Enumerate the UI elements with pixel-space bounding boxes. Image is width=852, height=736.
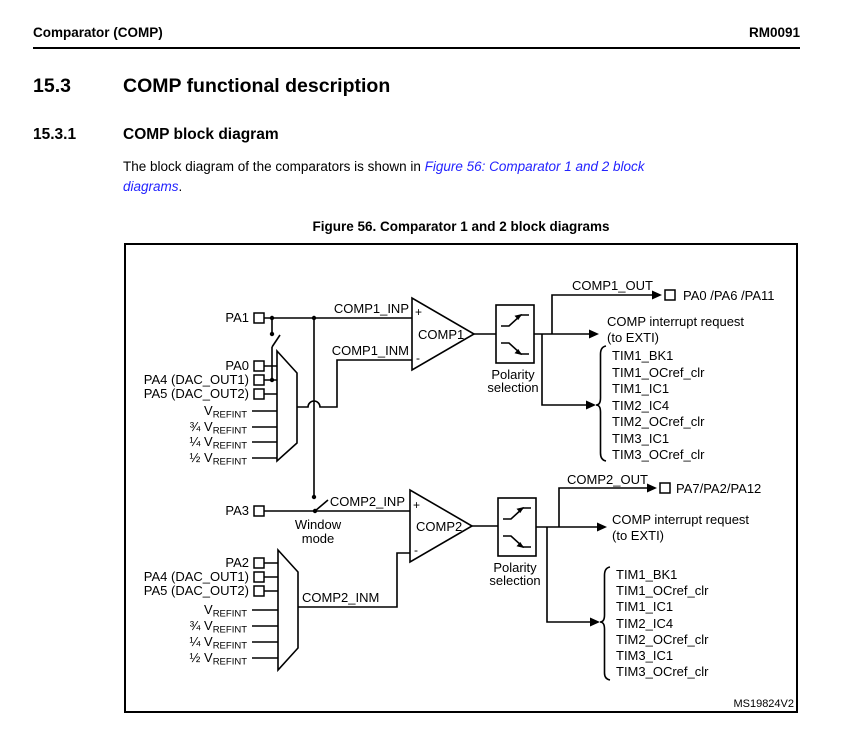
comp2-out-pins-label: PA7/PA2/PA12 [676, 481, 762, 496]
svg-text:TIM1_OCref_clr: TIM1_OCref_clr [616, 583, 709, 598]
vrefint-label-bottom-4: ½ VREFINT [189, 650, 247, 668]
comp2-polarity-label-2: selection [489, 573, 541, 588]
svg-text:TIM2_OCref_clr: TIM2_OCref_clr [612, 414, 705, 429]
svg-text:TIM3_IC1: TIM3_IC1 [616, 648, 674, 663]
window-mode-label-2: mode [301, 531, 335, 546]
section-number: 15.3 [33, 75, 71, 97]
pa5-pad-bottom [254, 586, 264, 596]
paragraph-text: The block diagram of the comparators is shown in [123, 159, 425, 174]
comp1-tim-brace [596, 346, 606, 461]
vrefint-label-top-1: VREFINT [204, 403, 247, 421]
comp2-inp-label: COMP2_INP [329, 494, 405, 509]
paragraph-line-2 [123, 177, 703, 197]
comp1-tim-list [612, 348, 705, 462]
pa5-pad-top [254, 389, 264, 399]
comp1-inp-label: COMP1_INP [333, 301, 409, 316]
vrefint-label-bottom-2: ¾ VREFINT [189, 618, 247, 636]
block-diagram-svg [126, 245, 796, 711]
comp2-out-pad [660, 483, 670, 493]
comp2-name: COMP2 [416, 519, 463, 534]
comp2-interrupt-label-1: COMP interrupt request [612, 512, 750, 527]
comp1-interrupt-label-2: (to EXTI) [607, 330, 660, 345]
comp2-input-mux [278, 550, 298, 670]
svg-text:TIM1_OCref_clr: TIM1_OCref_clr [612, 365, 705, 380]
pa2-label: PA2 [225, 555, 249, 570]
running-header-doc-id: RM0091 [748, 25, 800, 40]
pa5-label-bottom: PA5 (DAC_OUT2) [143, 583, 249, 598]
vrefint-label-top-4: ½ VREFINT [189, 450, 247, 468]
comp1-out-pad [665, 290, 675, 300]
pa5-label-top: PA5 (DAC_OUT2) [143, 386, 249, 401]
pa0-label: PA0 [225, 358, 249, 373]
pa4-pad-bottom [254, 572, 264, 582]
pa1-pad [254, 313, 264, 323]
pa4-label-bottom: PA4 (DAC_OUT1) [143, 569, 249, 584]
vrefint-label-top-2: ¾ VREFINT [189, 419, 247, 437]
comp2-tim-list [616, 567, 709, 679]
comp1-polarity-label-1: Polarity [491, 367, 535, 382]
pa4-label-top: PA4 (DAC_OUT1) [143, 372, 249, 387]
pa2-pad [254, 558, 264, 568]
pa3-pad [254, 506, 264, 516]
pa1-label: PA1 [225, 310, 249, 325]
figure-caption: Figure 56. Comparator 1 and 2 block diagrams [312, 219, 610, 234]
figure-56-block-diagram [124, 243, 798, 713]
svg-text:TIM3_OCref_clr: TIM3_OCref_clr [616, 664, 709, 679]
subsection-title: COMP block diagram [123, 126, 279, 143]
comp1-input-mux [277, 351, 297, 461]
vrefint-label-top-3: ¼ VREFINT [189, 434, 247, 452]
comp2-polarity-label-1: Polarity [493, 560, 537, 575]
body-paragraph [123, 157, 703, 197]
comp1-out-label: COMP1_OUT [572, 278, 653, 293]
svg-text:TIM1_IC1: TIM1_IC1 [612, 381, 670, 396]
vrefint-label-bottom-3: ¼ VREFINT [189, 634, 247, 652]
comp2-minus-sign: - [414, 543, 418, 557]
comp1-polarity-label-2: selection [487, 380, 539, 395]
comp1-interrupt-label-1: COMP interrupt request [607, 314, 745, 329]
vrefint-label-bottom-1: VREFINT [204, 602, 247, 620]
comp2-tim-brace [600, 567, 610, 680]
pa0-pad [254, 361, 264, 371]
section-title: COMP functional description [123, 75, 391, 97]
svg-text:TIM1_BK1: TIM1_BK1 [612, 348, 674, 363]
figure-56-link-continued[interactable]: diagrams [123, 179, 179, 194]
window-mode-label-1: Window [294, 517, 342, 532]
comp1-inm-label: COMP1_INM [331, 343, 409, 358]
paragraph-period: . [178, 179, 183, 194]
svg-text:TIM1_IC1: TIM1_IC1 [616, 599, 674, 614]
comp1-out-pins-label: PA0 /PA6 /PA11 [683, 288, 775, 303]
svg-text:TIM3_OCref_clr: TIM3_OCref_clr [612, 447, 705, 462]
svg-text:TIM3_IC1: TIM3_IC1 [612, 431, 670, 446]
header-rule [33, 47, 800, 49]
subsection-number: 15.3.1 [33, 126, 77, 143]
pa4-pad-top [254, 375, 264, 385]
svg-text:TIM2_IC4: TIM2_IC4 [616, 616, 674, 631]
paragraph-line-1 [123, 157, 703, 177]
comp2-plus-sign: + [413, 498, 421, 512]
svg-text:TIM1_BK1: TIM1_BK1 [616, 567, 678, 582]
comp1-name: COMP1 [418, 327, 465, 342]
pa3-label: PA3 [225, 503, 249, 518]
figure-56-link[interactable]: Figure 56: Comparator 1 and 2 block [424, 159, 645, 174]
comp2-out-label: COMP2_OUT [567, 472, 648, 487]
comp2-inm-label: COMP2_INM [302, 590, 380, 605]
comp1-minus-sign: - [416, 351, 420, 365]
svg-text:TIM2_IC4: TIM2_IC4 [612, 398, 670, 413]
figure-watermark: MS19824V2 [733, 698, 794, 710]
comp1-plus-sign: + [415, 305, 423, 319]
svg-text:TIM2_OCref_clr: TIM2_OCref_clr [616, 632, 709, 647]
comp2-interrupt-label-2: (to EXTI) [612, 528, 665, 543]
running-header-chapter: Comparator (COMP) [33, 25, 163, 40]
